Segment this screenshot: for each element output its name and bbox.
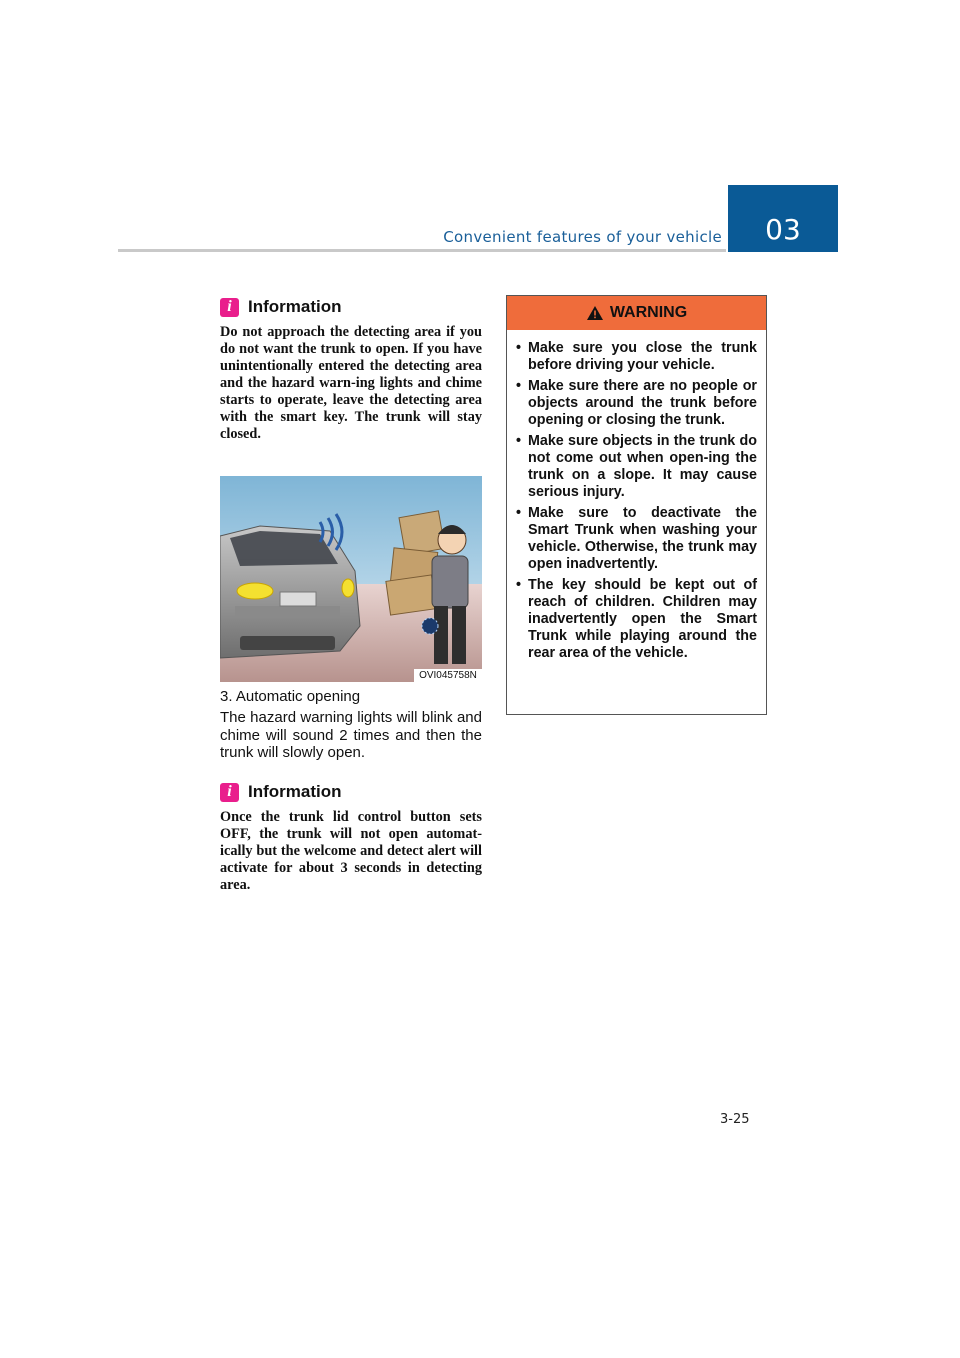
info-heading-1 <box>220 297 342 317</box>
trunk-illustration <box>220 476 482 682</box>
info-text-1: Do not approach the detecting area if you do not want the trunk to open. If you have unintentionally entered the detecting area and the hazard warn-ing lights and chime starts to operate, leave the detecting area with the smart key. The trunk will stay closed. <box>220 324 482 442</box>
warning-title: WARNING <box>609 304 688 321</box>
warning-header <box>507 296 766 330</box>
page-number: 3-25 <box>720 1112 750 1127</box>
chapter-number: 03 <box>765 213 801 246</box>
info-icon: i <box>220 783 239 802</box>
chapter-tab <box>728 185 838 252</box>
car-trunk-person-illustration <box>220 476 482 682</box>
warning-item: • The key should be kept out of reach of children. Children may inadvertently open the Smart Trunk while playing around the rear area of the vehicle. <box>528 577 757 662</box>
warning-triangle-icon <box>586 305 604 321</box>
warning-item: • Make sure objects in the trunk do not come out when open-ing the trunk on a slope. It may cause serious injury. <box>528 433 757 501</box>
warning-item: • Make sure you close the trunk before driving your vehicle. <box>528 340 757 374</box>
step-heading: 3. Automatic opening <box>220 688 361 705</box>
info-heading-2 <box>220 782 342 802</box>
info-title: Information <box>248 297 342 316</box>
header-divider <box>118 249 726 252</box>
warning-item: • Make sure to deactivate the Smart Trunk when washing your vehicle. Otherwise, the trunk may open inadvertently. <box>528 505 757 573</box>
figure-code: OVI045758N <box>414 669 482 682</box>
warning-box <box>506 295 767 715</box>
warning-item: • Make sure there are no people or objects around the trunk before opening or closing the trunk. <box>528 378 757 429</box>
warning-list <box>507 330 766 662</box>
section-title: Convenient features of your vehicle <box>443 228 722 246</box>
info-title: Information <box>248 782 342 801</box>
info-text-2: Once the trunk lid control button sets OFF, the trunk will not open automat-ically but the welcome and detect alert will activate for about 3 seconds in detecting area. <box>220 809 482 893</box>
step-text: The hazard warning lights will blink and chime will sound 2 times and then the trunk will slowly open. <box>220 709 482 761</box>
info-icon: i <box>220 298 239 317</box>
